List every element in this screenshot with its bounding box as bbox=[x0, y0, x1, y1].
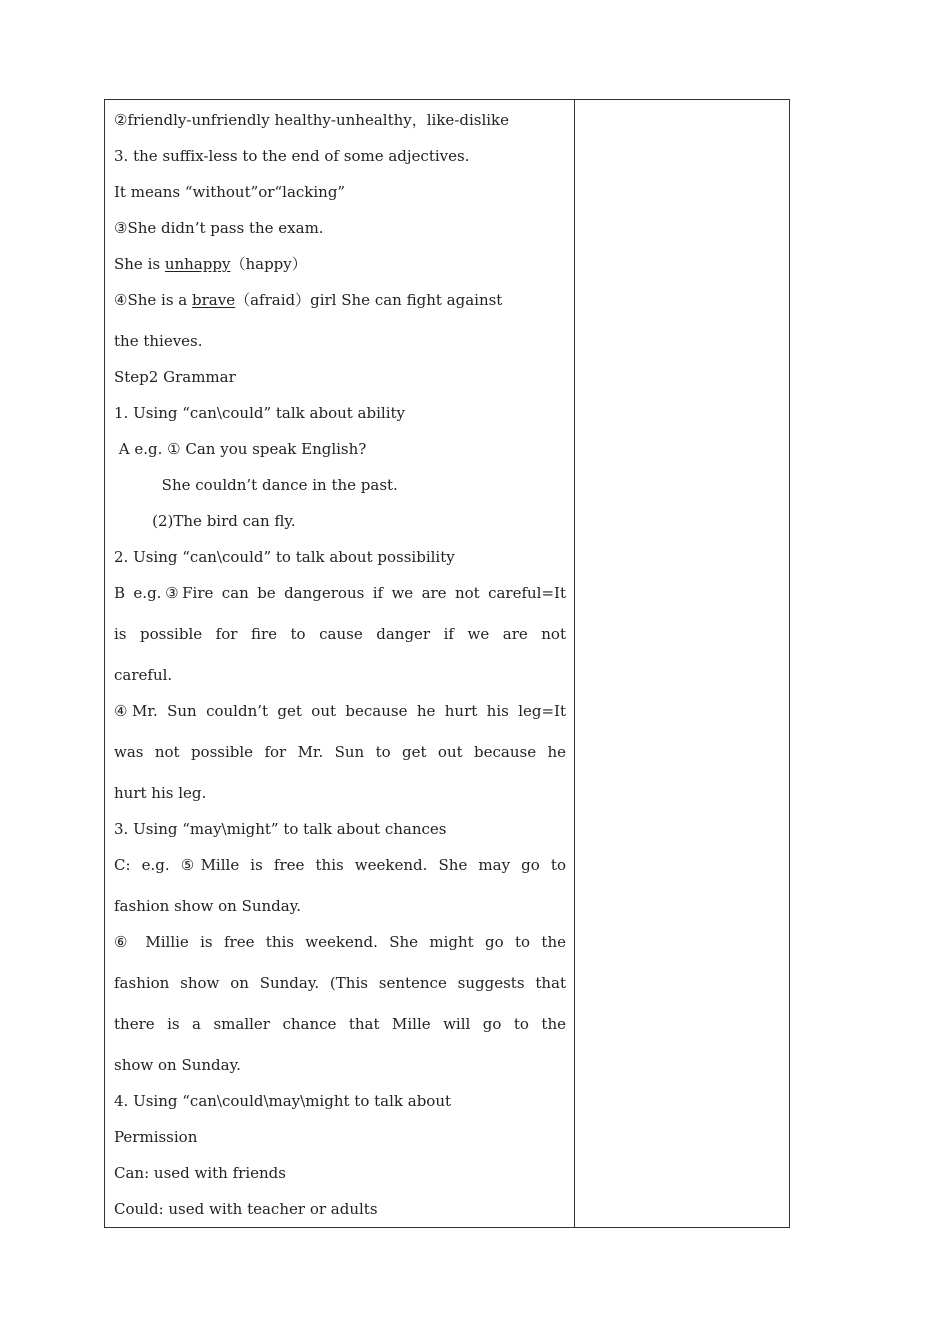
text-line: ⑥ Millie is free this weekend. She might go to the bbox=[114, 933, 566, 951]
text-line: She couldn’t dance in the past. bbox=[114, 476, 398, 494]
text-line: fashion show on Sunday. (This sentence suggests that bbox=[114, 974, 566, 992]
text-line: 4. Using “can\could\may\might to talk about bbox=[114, 1092, 452, 1110]
text-line: 1. Using “can\could” talk about ability bbox=[114, 404, 405, 422]
underlined-answer: brave bbox=[192, 291, 236, 309]
text-line bbox=[114, 246, 566, 282]
text-line: It means “without”or“lacking” bbox=[114, 183, 346, 201]
text-line: 3. the suffix-less to the end of some adjectives. bbox=[114, 147, 470, 165]
text-line: careful. bbox=[114, 666, 173, 684]
text-line: the thieves. bbox=[114, 332, 203, 350]
notes-column bbox=[575, 100, 789, 1227]
text-line: (2)The bird can fly. bbox=[114, 512, 296, 530]
text-line: B e.g.③Fire can be dangerous if we are not careful=It bbox=[114, 584, 566, 602]
content-column bbox=[105, 100, 575, 1227]
text-line: A e.g. ① Can you speak English? bbox=[114, 440, 367, 458]
text-line: is possible for fire to cause danger if we are not bbox=[114, 625, 566, 643]
lesson-table bbox=[104, 99, 790, 1228]
text-line: Could: used with teacher or adults bbox=[114, 1200, 378, 1218]
text-line: Permission bbox=[114, 1128, 198, 1146]
text-line: was not possible for Mr. Sun to get out because he bbox=[114, 743, 566, 761]
text-line: Step2 Grammar bbox=[114, 368, 236, 386]
text-line: ③She didn’t pass the exam. bbox=[114, 219, 324, 237]
text-line: hurt his leg. bbox=[114, 784, 207, 802]
text-segment: ④She is a bbox=[114, 291, 193, 309]
text-line: 2. Using “can\could” to talk about possibility bbox=[114, 548, 455, 566]
text-line: 3. Using “may\might” to talk about chances bbox=[114, 820, 447, 838]
text-line: Can: used with friends bbox=[114, 1164, 286, 1182]
underlined-answer: unhappy bbox=[164, 255, 231, 273]
text-line: ②friendly-unfriendly healthy-unhealthy，like-dislike bbox=[114, 111, 510, 129]
text-line: C: e.g. ⑤Mille is free this weekend. She may go to bbox=[114, 856, 566, 874]
lesson-content bbox=[114, 102, 566, 1227]
text-line: ④Mr. Sun couldn’t get out because he hurt his leg=It bbox=[114, 702, 566, 720]
text-segment: （happy） bbox=[230, 255, 307, 273]
text-line bbox=[114, 282, 566, 323]
text-line: fashion show on Sunday. bbox=[114, 897, 301, 915]
text-segment: She is bbox=[114, 255, 165, 273]
text-line: show on Sunday. bbox=[114, 1056, 241, 1074]
text-segment: （afraid）girl She can fight against bbox=[235, 291, 503, 309]
text-line: there is a smaller chance that Mille will go to the bbox=[114, 1015, 566, 1033]
